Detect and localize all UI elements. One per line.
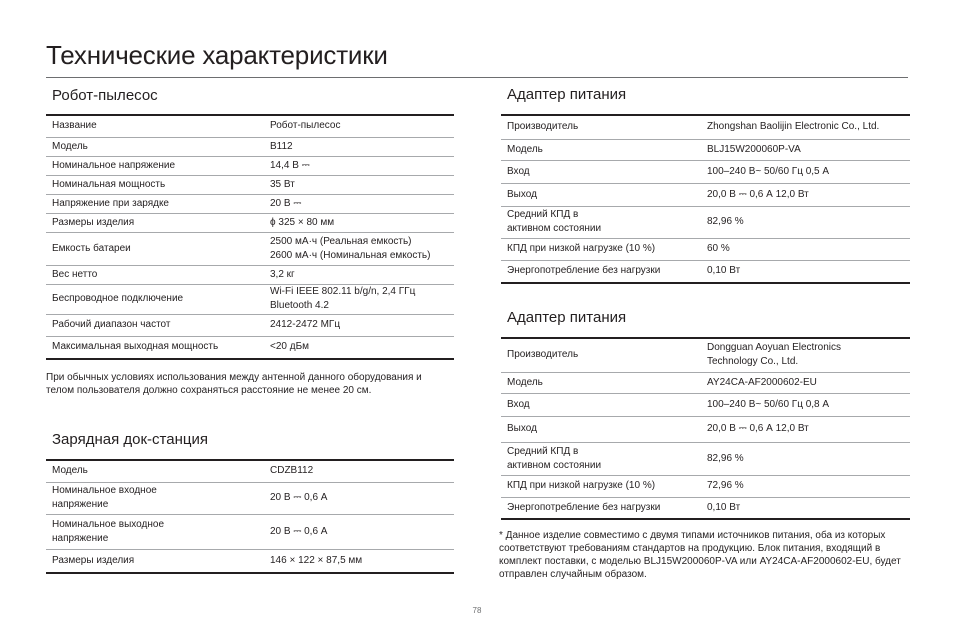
spec-label: Энергопотребление без нагрузки xyxy=(501,497,699,519)
spec-row xyxy=(46,460,454,482)
spec-label: Средний КПД в активном состоянии xyxy=(501,206,699,238)
spec-label: Рабочий диапазон частот xyxy=(46,314,262,336)
page-title: Технические характеристики xyxy=(46,40,388,70)
spec-value: 100–240 В~ 50/60 Гц 0,8 А xyxy=(699,393,910,416)
spec-row xyxy=(501,372,910,393)
spec-label: Вес нетто xyxy=(46,265,262,284)
section-title-robot: Робот-пылесос xyxy=(52,87,158,104)
spec-row xyxy=(46,156,454,175)
spec-value: <20 дБм xyxy=(262,336,454,359)
spec-value: 20 В ⎓ 0,6 А xyxy=(262,482,454,514)
spec-value: Zhongshan Baolijin Electronic Co., Ltd. xyxy=(699,115,910,139)
spec-row xyxy=(501,139,910,160)
spec-row xyxy=(46,265,454,284)
spec-label: Вход xyxy=(501,393,699,416)
spec-label: Энергопотребление без нагрузки xyxy=(501,260,699,283)
spec-value: 82,96 % xyxy=(699,206,910,238)
spec-row xyxy=(501,160,910,183)
spec-row xyxy=(46,194,454,213)
spec-label: Номинальное напряжение xyxy=(46,156,262,175)
spec-row xyxy=(46,549,454,573)
spec-value: 0,10 Вт xyxy=(699,497,910,519)
section-title-dock: Зарядная док-станция xyxy=(52,431,208,448)
spec-row xyxy=(501,238,910,260)
spec-label: Модель xyxy=(501,139,699,160)
robot-spec-table xyxy=(46,114,454,360)
section-title-adapter-2: Адаптер питания xyxy=(507,309,627,326)
spec-value: B112 xyxy=(262,137,454,156)
spec-row xyxy=(46,482,454,514)
spec-label: Беспроводное подключение xyxy=(46,284,262,314)
spec-value: 35 Вт xyxy=(262,175,454,194)
spec-row xyxy=(46,284,454,314)
spec-row xyxy=(46,175,454,194)
spec-row xyxy=(501,475,910,497)
adapter-2-spec-table xyxy=(501,337,910,520)
spec-label: Выход xyxy=(501,416,699,442)
spec-row xyxy=(46,115,454,137)
spec-row xyxy=(501,442,910,475)
spec-value: 0,10 Вт xyxy=(699,260,910,283)
spec-value: 72,96 % xyxy=(699,475,910,497)
spec-label: КПД при низкой нагрузке (10 %) xyxy=(501,238,699,260)
page-number: 78 xyxy=(472,606,482,615)
spec-value: 146 × 122 × 87,5 мм xyxy=(262,549,454,573)
spec-row xyxy=(46,232,454,265)
spec-row xyxy=(501,416,910,442)
spec-label: Вход xyxy=(501,160,699,183)
spec-label: Номинальное входное напряжение xyxy=(46,482,262,514)
spec-label: Емкость батареи xyxy=(46,232,262,265)
spec-row xyxy=(46,213,454,232)
spec-row xyxy=(501,183,910,206)
spec-row xyxy=(46,314,454,336)
spec-label: Выход xyxy=(501,183,699,206)
spec-row xyxy=(501,206,910,238)
spec-row xyxy=(501,115,910,139)
spec-row xyxy=(46,514,454,549)
spec-label: Модель xyxy=(46,460,262,482)
adapter-footnote: * Данное изделие совместимо с двумя типами источников питания, оба из которых соответствуют требованиям стандартов на продукцию. Блок питания, входящий в комплект поставки, с моделью BLJ15W200060P-VA или AY24CA-AF2000602-EU, будет отправлен случайным образом. xyxy=(499,530,901,580)
spec-label: Название xyxy=(46,115,262,137)
dock-spec-table xyxy=(46,459,454,574)
spec-value: 20,0 В ⎓ 0,6 А 12,0 Вт xyxy=(699,416,910,442)
robot-note: При обычных условиях использования между антенной данного оборудования и телом пользователя должно сохраняться расстояние не менее 20 см. xyxy=(46,372,422,396)
spec-row xyxy=(501,338,910,372)
spec-label: Модель xyxy=(46,137,262,156)
spec-label: Номинальная мощность xyxy=(46,175,262,194)
spec-value: Dongguan Aoyuan Electronics Technology Co., Ltd. xyxy=(699,338,910,372)
spec-row xyxy=(501,260,910,283)
spec-value: 2500 мА·ч (Реальная емкость) 2600 мА·ч (Номинальная емкость) xyxy=(262,232,454,265)
spec-label: Размеры изделия xyxy=(46,213,262,232)
spec-value: BLJ15W200060P-VA xyxy=(699,139,910,160)
spec-label: Напряжение при зарядке xyxy=(46,194,262,213)
spec-value: 20,0 В ⎓ 0,6 А 12,0 Вт xyxy=(699,183,910,206)
spec-value: 20 В ⎓ xyxy=(262,194,454,213)
spec-value: ϕ 325 × 80 мм xyxy=(262,213,454,232)
title-rule xyxy=(46,77,908,78)
spec-value: 82,96 % xyxy=(699,442,910,475)
spec-row xyxy=(46,336,454,359)
spec-label: Производитель xyxy=(501,115,699,139)
spec-value: AY24CA-AF2000602-EU xyxy=(699,372,910,393)
spec-label: Средний КПД в активном состоянии xyxy=(501,442,699,475)
spec-value: 60 % xyxy=(699,238,910,260)
spec-label: Максимальная выходная мощность xyxy=(46,336,262,359)
spec-label: КПД при низкой нагрузке (10 %) xyxy=(501,475,699,497)
spec-value: CDZB112 xyxy=(262,460,454,482)
spec-row xyxy=(46,137,454,156)
spec-value: Wi-Fi IEEE 802.11 b/g/n, 2,4 ГГц Bluetooth 4.2 xyxy=(262,284,454,314)
spec-value: 20 В ⎓ 0,6 А xyxy=(262,514,454,549)
spec-value: 3,2 кг xyxy=(262,265,454,284)
spec-value: 2412-2472 МГц xyxy=(262,314,454,336)
spec-label: Производитель xyxy=(501,338,699,372)
spec-value: Робот-пылесос xyxy=(262,115,454,137)
spec-label: Размеры изделия xyxy=(46,549,262,573)
spec-label: Номинальное выходное напряжение xyxy=(46,514,262,549)
spec-row xyxy=(501,393,910,416)
adapter-1-spec-table xyxy=(501,114,910,284)
spec-value: 14,4 В ⎓ xyxy=(262,156,454,175)
spec-label: Модель xyxy=(501,372,699,393)
spec-value: 100–240 В~ 50/60 Гц 0,5 А xyxy=(699,160,910,183)
section-title-adapter-1: Адаптер питания xyxy=(507,86,627,103)
spec-row xyxy=(501,497,910,519)
